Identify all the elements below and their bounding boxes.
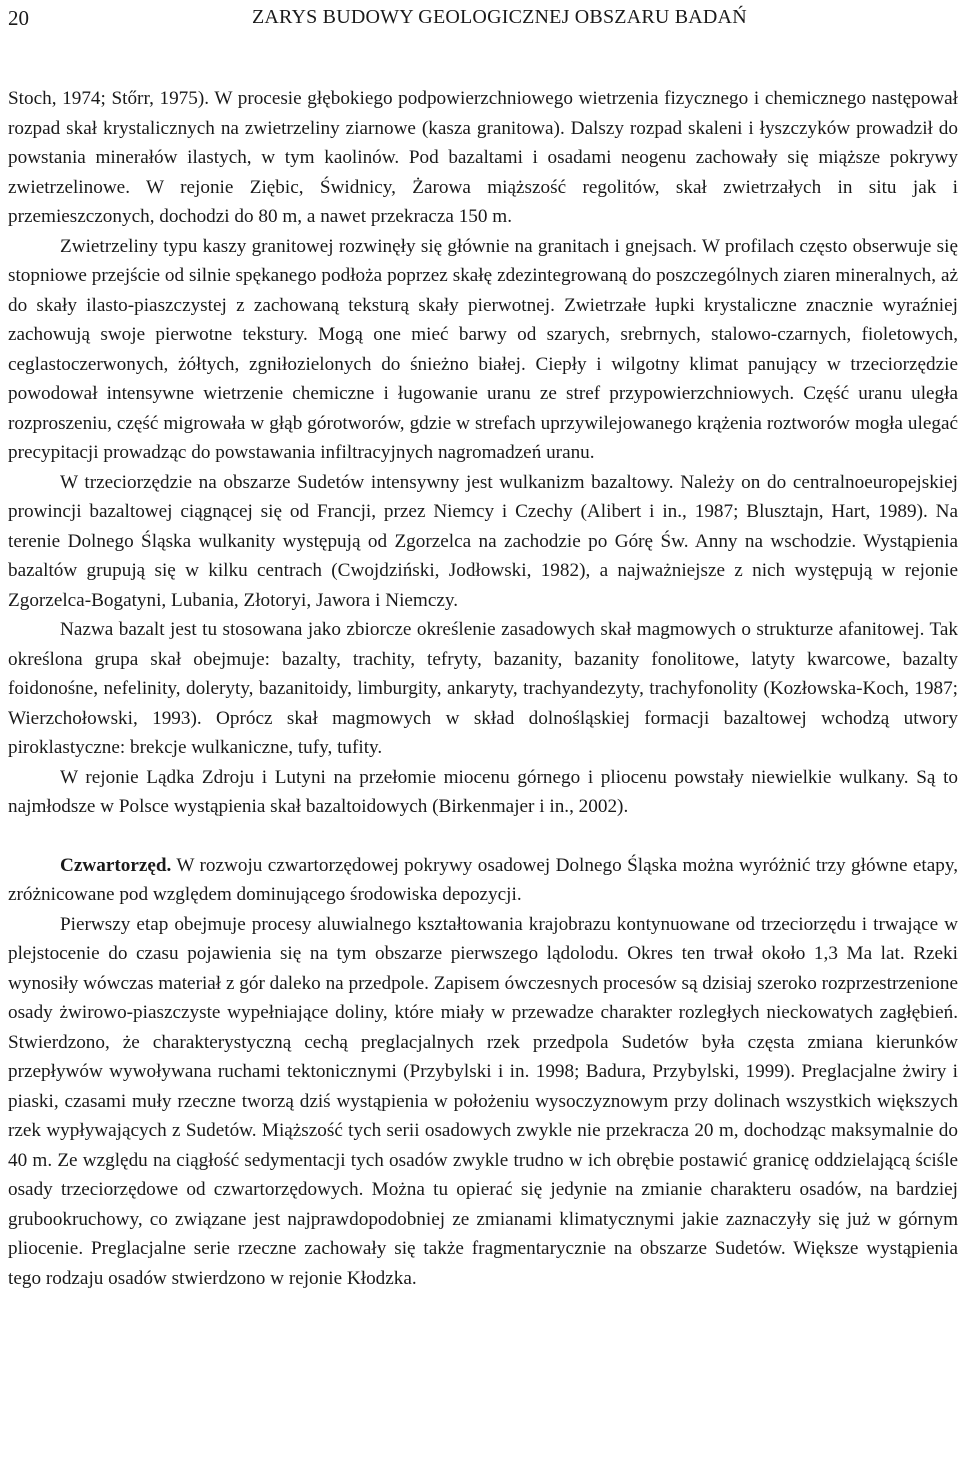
body-text [8,84,958,1293]
running-header [8,6,958,36]
document-page [8,0,958,1478]
section-title: Czwartorzęd. [60,854,172,876]
paragraph: Stoch, 1974; Stőrr, 1975). W procesie głębokiego podpowierzchniowego wietrzenia fizycznego i chemicznego następował rozpad skał krystalicznych na zwietrzeliny ziarnowe (kasza granitowa). Dalszy rozpad skaleni i łyszczyków prowadził do powstania minerałów ilastych, w tym kaolinów. Pod bazaltami i osadami neogenu zachowały się miąższe pokrywy zwietrzelinowe. W rejonie Ziębic, Świdnicy, Żarowa miąższość regolitów, skał zwietrzałych in situ jak i przemieszczonych, dochodzi do 80 m, a nawet przekracza 150 m. [8,88,958,227]
paragraph: W trzeciorzędzie na obszarze Sudetów intensywny jest wulkanizm bazaltowy. Należy on do centralnoeuropejskiej prowincji bazaltowej ciągnącej się od Francji, przez Niemcy i Czechy (Alibert i in., 1987; Blusztajn, Hart, 1989). Na terenie Dolnego Śląska wulkanity występują od Zgorzelca na zachodzie po Górę Św. Anny na wschodzie. Wystąpienia bazaltów grupują się w kilku centrach (Cwojdziński, Jodłowski, 1982), a najważniejsze z nich występują w rejonie Zgorzelca-Bogatyni, Lubania, Złotoryi, Jawora i Niemczy. [8,471,958,611]
paragraph: Zwietrzeliny typu kaszy granitowej rozwinęły się głównie na granitach i gnejsach. W profilach często obserwuje się stopniowe przejście od silnie spękanego podłoża poprzez skałę zdezintegrowaną do poszczególnych ziaren mineralnych, aż do skały ilasto-piaszczystej z zachowaną teksturą skały pierwotnej. Zwietrzałe łupki krystaliczne znacznie wyraźniej zachowują swoje pierwotne tekstury. Mogą one mieć barwy od szarych, srebrnych, stalowo-czarnych, fioletowych, ceglastoczerwonych, żółtych, zgniłozielonych do śnieżno białej. Ciepły i wilgotny klimat panujący w trzeciorzędzie powodował intensywne wietrzenie chemiczne i ługowanie uranu ze stref przypowierzchniowych. Część uranu uległa rozproszeniu, część migrowała w głąb górotworów, gdzie w strefach uprzywilejowanego krążenia roztworów mogła ulegać precypitacji prowadząc do powstawania infiltracyjnych nagromadzeń uranu. [8,235,958,463]
section-lead-paragraph [8,851,958,910]
paragraph: Nazwa bazalt jest tu stosowana jako zbiorcze określenie zasadowych skał magmowych o strukturze afanitowej. Tak określona grupa skał obejmuje: bazalty, trachity, tefryty, bazanity, bazanity fonolitowe, latyty kwarcowe, bazalty foidonośne, nefelinity, doleryty, bazanitoidy, limburgity, ankaryty, trachyandezyty, trachyfonolity (Kozłowska-Koch, 1987; Wierzchołowski, 1993). Oprócz skał magmowych w skład dolnośląskiej formacji bazaltowej wchodzą utwory piroklastyczne: brekcje wulkaniczne, tufy, tufity. [8,619,958,758]
running-header-title: ZARYS BUDOWY GEOLOGICZNEJ OBSZARU BADAŃ [252,6,747,28]
paragraph: W rejonie Lądka Zdroju i Lutyni na przełomie miocenu górnego i pliocenu powstały niewielkie wulkany. Są to najmłodsze w Polsce wystąpienia skał bazaltoidowych (Birkenmajer i in., 2002). [8,766,958,817]
paragraph: Pierwszy etap obejmuje procesy aluwialnego kształtowania krajobrazu kontynuowane od trzeciorzędu i trwające w plejstocenie do czasu pojawienia się na tym obszarze pierwszego lądolodu. Okres ten trwał około 1,3 Ma lat. Rzeki wynosiły wówczas materiał z gór daleko na przedpole. Zapisem ówczesnych procesów są dzisiaj szeroko rozprzestrzenione osady żwirowo-piaszczyste wypełniające doliny, które miały w przewadze charakter rozległych nieckowatych zagłębień. Stwierdzono, że charakterystyczną cechą preglacjalnych rzek przedpola Sudetów była częsta zmiana kierunków przepływów wywoływana ruchami tektonicznymi (Przybylski i in. 1998; Badura, Przybylski, 1999). Preglacjalne żwiry i piaski, czasami muły rzeczne tworzą dziś wystąpienia w położeniu wysoczyznowym przy dolinach wszystkich większych rzek wypływających z Sudetów. Miąższość tych serii osadowych zwykle nie przekracza 20 m, dochodząc maksymalnie do 40 m. Ze względu na ciągłość sedymentacji tych osadów zwykle trudno w ich obrębie postawić granicę oddzielającą ściśle osady trzeciorzędowe od czwartorzędowych. Można tu opierać się jedynie na zmianie charakteru osadów, na bardziej grubookruchowy, co związane jest najprawdopodobniej ze zmianami klimatycznymi jakie zaznaczyły się już w górnym pliocenie. Preglacjalne serie rzeczne zachowały się także fragmentarycznie na obszarze Sudetów. Większe wystąpienia tego rodzaju osadów stwierdzono w rejonie Kłodzka. [8,913,958,1289]
section-lead-text: W rozwoju czwartorzędowej pokrywy osadowej Dolnego Śląska można wyróżnić trzy główne etapy, zróżnicowane pod względem dominującego środowiska depozycji. [8,854,958,905]
page-number: 20 [8,6,29,30]
